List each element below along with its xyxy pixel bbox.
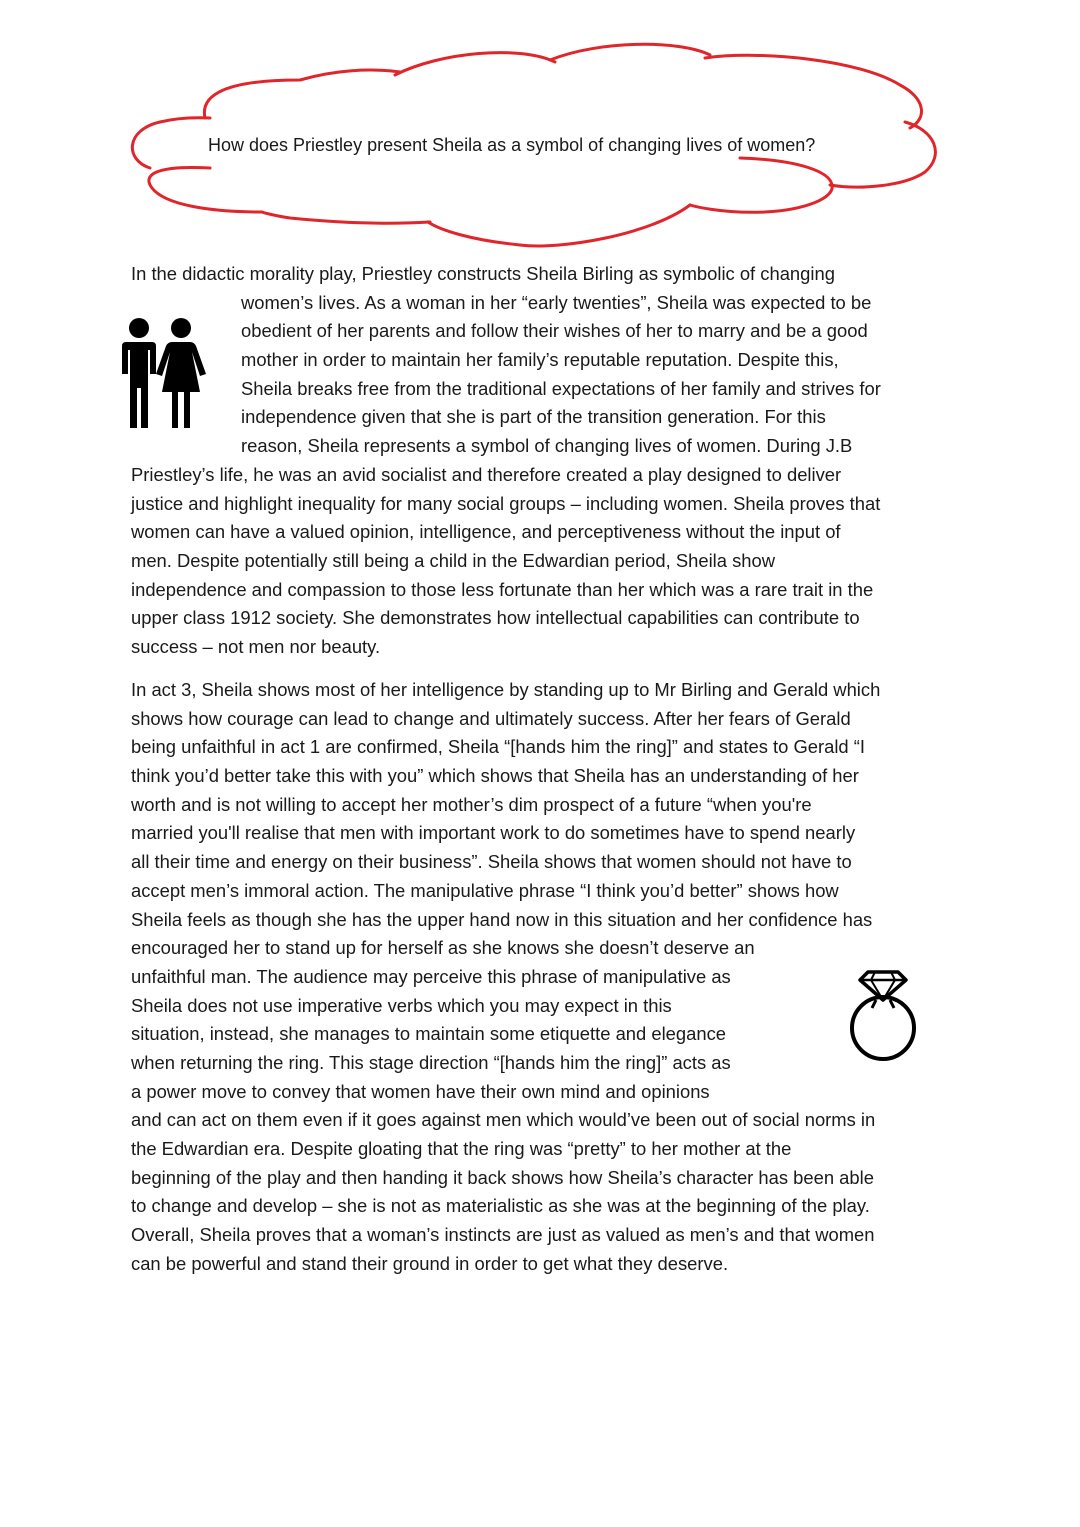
text-line: can be powerful and stand their ground in order to get what they deserve. xyxy=(131,1252,729,1274)
text-line: obedient of her parents and follow their wishes of her to marry and be a good xyxy=(241,320,868,342)
text-line: In act 3, Sheila shows most of her intelligence by standing up to Mr Birling and Gerald which xyxy=(131,679,881,700)
text-line: when returning the ring. This stage direction “[hands him the ring]” acts as xyxy=(131,1051,731,1073)
text-line: Priestley’s life, he was an avid socialist and therefore created a play designed to deliver xyxy=(131,463,842,485)
thought-cloud-outline xyxy=(0,0,1080,260)
text-line: worth and is not willing to accept her mother’s dim prospect of a future “when you're xyxy=(131,793,812,815)
text-line: to change and develop – she is not as materialistic as she was at the beginning of the play. xyxy=(131,1195,870,1217)
text-line: the Edwardian era. Despite gloating that the ring was “pretty” to her mother at the xyxy=(131,1138,792,1159)
text-line: justice and highlight inequality for many social groups – including women. Sheila proves that xyxy=(131,492,881,514)
text-line: situation, instead, she manages to maintain some etiquette and elegance xyxy=(131,1023,727,1045)
text-line: independence and compassion to those less fortunate than her which was a rare trait in the xyxy=(131,578,874,600)
text-line: Overall, Sheila proves that a woman’s instincts are just as valued as men’s and that women xyxy=(131,1224,875,1246)
paragraph-1 xyxy=(131,260,951,662)
text-line: men. Despite potentially still being a child in the Edwardian period, Sheila show xyxy=(131,549,776,571)
text-line: upper class 1912 society. She demonstrates how intellectual capabilities can contribute to xyxy=(131,607,860,629)
text-line: a power move to convey that women have their own mind and opinions xyxy=(131,1080,710,1102)
text-line: think you’d better take this with you” which shows that Sheila has an understanding of her xyxy=(131,765,859,787)
text-line: Sheila breaks free from the traditional expectations of her family and strives for xyxy=(241,377,881,399)
paragraph-2 xyxy=(131,676,951,1278)
text-line: all their time and energy on their business”. Sheila shows that women should not have to xyxy=(131,851,852,873)
text-line: accept men’s immoral action. The manipulative phrase “I think you’d better” shows how xyxy=(131,879,839,901)
text-line: being unfaithful in act 1 are confirmed, Sheila “[hands him the ring]” and states to Gerald “I xyxy=(131,736,865,758)
text-line: mother in order to maintain her family’s reputable reputation. Despite this, xyxy=(241,349,839,371)
text-line: women’s lives. As a woman in her “early twenties”, Sheila was expected to be xyxy=(241,291,872,313)
text-line: Sheila feels as though she has the upper hand now in this situation and her confidence has xyxy=(131,908,873,930)
text-line: and can act on them even if it goes against men which would’ve been out of social norms in xyxy=(131,1109,876,1131)
text-line: In the didactic morality play, Priestley constructs Sheila Birling as symbolic of changing xyxy=(131,263,835,284)
text-line: independence given that she is part of the transition generation. For this xyxy=(241,406,826,428)
text-line: reason, Sheila represents a symbol of changing lives of women. During J.B xyxy=(241,435,853,457)
text-line: shows how courage can lead to change and ultimately success. After her fears of Gerald xyxy=(131,707,851,729)
text-line: Sheila does not use imperative verbs which you may expect in this xyxy=(131,994,672,1016)
text-line: encouraged her to stand up for herself as she knows she doesn’t deserve an xyxy=(131,937,755,959)
text-line: unfaithful man. The audience may perceive this phrase of manipulative as xyxy=(131,965,731,987)
essay-question: How does Priestley present Sheila as a symbol of changing lives of women? xyxy=(208,135,816,155)
text-line: beginning of the play and then handing it back shows how Sheila’s character has been able xyxy=(131,1166,874,1188)
diamond-ring-icon xyxy=(846,966,920,1062)
text-line: success – not men nor beauty. xyxy=(131,635,381,657)
text-line: women can have a valued opinion, intelligence, and perceptiveness without the input of xyxy=(131,521,841,543)
text-line: married you'll realise that men with important work to do sometimes have to spend nearly xyxy=(131,822,856,844)
